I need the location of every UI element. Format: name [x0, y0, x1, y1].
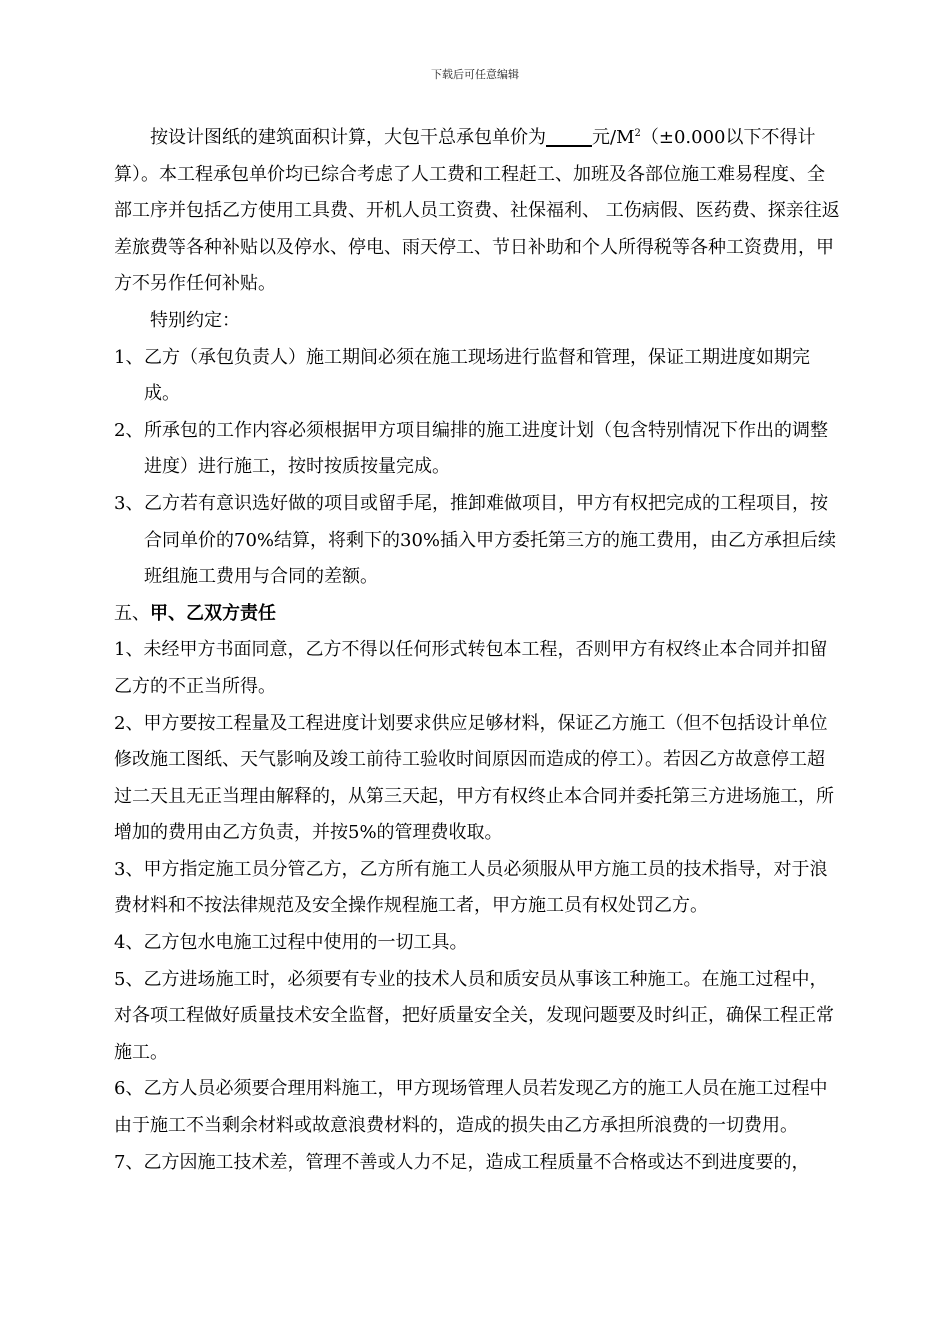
section-five-prefix: 五、: [114, 602, 150, 624]
special-item-text: 乙方若有意识选好做的项目或留手尾，推卸难做项目，甲方有权把完成的工程项目，按合同单价的70%结算，将剩下的30%插入甲方委托第三方的施工费用，由乙方承担后续班组施工费用与合同的差额。: [144, 492, 837, 588]
responsibility-item: 1、未经甲方书面同意，乙方不得以任何形式转包本工程，否则甲方有权终止本合同并扣留乙方的不正当所得。: [114, 639, 828, 697]
responsibility-item: 6、乙方人员必须要合理用料施工，甲方现场管理人员若发现乙方的施工人员在施工过程中由于施工不当剩余材料或故意浪费材料的，造成的损失由乙方承担所浪费的一切费用。: [114, 1078, 828, 1137]
special-item-number: 2、: [114, 419, 144, 441]
intro-text-3: （±0.000以下不得计算）。本工程承包单价均已综合考虑了人工费和工程赶工、加班及各部位施工难易程度、全部工序并包括乙方使用工具费、开机人员工资费、社保福利、 工伤病假、医药费、探亲往返差旅费等各种补贴以及停水、停电、雨天停工、节日补助和个人所得税等各种工资费用，甲方不另作任何补贴。: [114, 127, 840, 295]
page-header: 下载后可任意编辑: [431, 68, 519, 81]
section-five-heading: [114, 596, 842, 633]
intro-paragraph: [114, 120, 842, 303]
unit-price-blank: [546, 123, 592, 147]
intro-text-1: 按设计图纸的建筑面积计算，大包干总承包单价为: [150, 127, 546, 148]
special-agreement-title: 特别约定：: [150, 309, 240, 331]
responsibility-item: 3、甲方指定施工员分管乙方，乙方所有施工人员必须服从甲方施工员的技术指导，对于浪费材料和不按法律规范及安全操作规程施工者，甲方施工员有权处罚乙方。: [114, 858, 828, 917]
special-item: [114, 486, 842, 596]
special-item-text: 乙方（承包负责人）施工期间必须在施工现场进行监督和管理，保证工期进度如期完成。: [144, 346, 810, 405]
responsibility-item: 7、乙方因施工技术差，管理不善或人力不足，造成工程质量不合格或达不到进度要的，: [114, 1151, 810, 1173]
special-item-text: 所承包的工作内容必须根据甲方项目编排的施工进度计划（包含特别情况下作出的调整进度）进行施工，按时按质按量完成。: [144, 419, 828, 478]
section-five-title: 甲、乙双方责任: [150, 602, 276, 624]
special-item-number: 3、: [114, 492, 144, 514]
responsibility-item: 2、甲方要按工程量及工程进度计划要求供应足够材料，保证乙方施工（但不包括设计单位修改施工图纸、天气影响及竣工前待工验收时间原因而造成的停工）。若因乙方故意停工超过二天且无正当理由解释的，从第三天起，甲方有权终止本合同并委托第三方进场施工，所增加的费用由乙方负责，并按5%的管理费收取。: [114, 712, 834, 844]
responsibility-item: 5、乙方进场施工时，必须要有专业的技术人员和质安员从事该工种施工。在施工过程中，对各项工程做好质量技术安全监督，把好质量安全关，发现问题要及时纠正，确保工程正常施工。: [114, 968, 834, 1063]
document-body: [114, 120, 842, 1181]
responsibility-item: 4、乙方包水电施工过程中使用的一切工具。: [114, 932, 468, 954]
special-item-number: 1、: [114, 346, 144, 368]
special-item: [114, 413, 842, 486]
superscript-2: 2: [634, 128, 641, 139]
intro-text-2: 元/M: [592, 127, 635, 148]
special-item: [114, 340, 842, 413]
